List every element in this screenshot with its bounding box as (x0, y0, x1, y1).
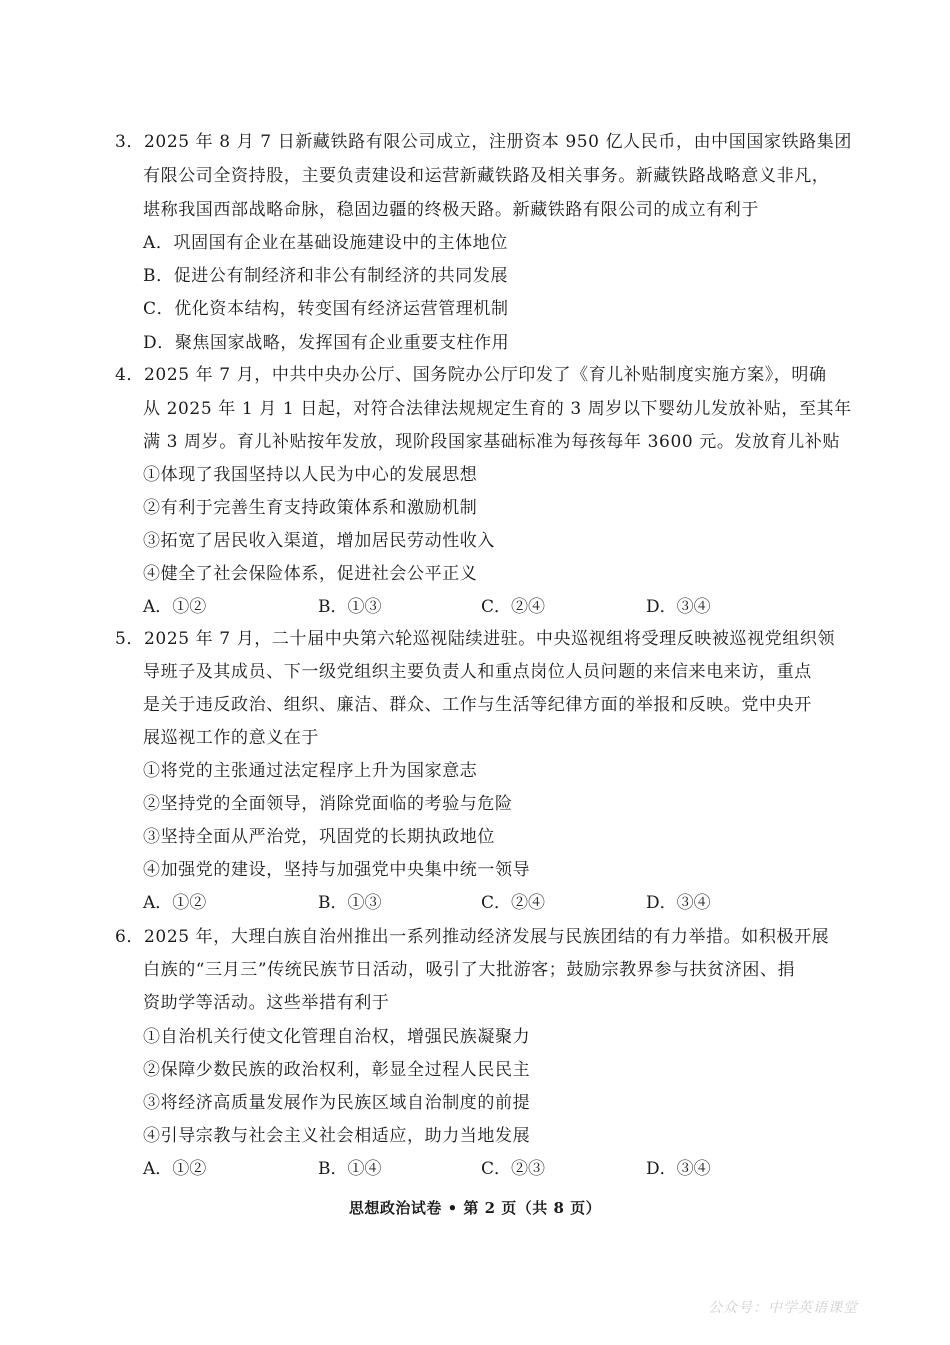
choice-a: A．①② (143, 597, 207, 617)
choice-b: B．①③ (318, 597, 382, 617)
choice-d: D．③④ (646, 1159, 711, 1179)
choice-c: C．②④ (481, 893, 546, 913)
choice-a: A．①② (143, 893, 207, 913)
question-stem-line: 6．2025 年，大理白族自治州推出一系列推动经济发展与民族团结的有力举措。如积极开展 (115, 927, 830, 947)
watermark: 公众号：中学英语课堂 (708, 1300, 858, 1316)
statement-2: ②坚持党的全面领导，消除党面临的考验与危险 (143, 794, 513, 814)
question-stem-line: 4．2025 年 7 月，中共中央办公厅、国务院办公厅印发了《育儿补贴制度实施方案》，明确 (115, 365, 827, 385)
question-stem-line: 3．2025 年 8 月 7 日新藏铁路有限公司成立，注册资本 950 亿人民币，由中国国家铁路集团 (115, 132, 852, 152)
question-stem-line: 满 3 周岁。育儿补贴按年发放，现阶段国家基础标准为每孩每年 3600 元。发放育儿补贴 (143, 432, 841, 452)
question-stem-line: 资助学等活动。这些举措有利于 (143, 993, 390, 1013)
question-stem-line: 白族的“三月三”传统民族节日活动，吸引了大批游客；鼓励宗教界参与扶贫济困、捐 (143, 960, 796, 980)
choice-d: D．③④ (646, 893, 711, 913)
statement-1: ①体现了我国坚持以人民为中心的发展思想 (143, 465, 478, 485)
option-a: A．巩固国有企业在基础设施建设中的主体地位 (143, 233, 508, 253)
page-footer: 思想政治试卷 • 第 2 页（共 8 页） (348, 1199, 602, 1217)
choice-b: B．①③ (318, 893, 382, 913)
choice-b: B．①④ (318, 1159, 382, 1179)
option-c: C．优化资本结构，转变国有经济运营管理机制 (143, 299, 509, 319)
option-b: B．促进公有制经济和非公有制经济的共同发展 (143, 266, 509, 286)
statement-3: ③将经济高质量发展作为民族区域自治制度的前提 (143, 1093, 531, 1113)
statement-3: ③坚持全面从严治党，巩固党的长期执政地位 (143, 827, 495, 847)
statement-4: ④健全了社会保险体系，促进社会公平正义 (143, 564, 478, 584)
question-stem-line: 5．2025 年 7 月，二十届中央第六轮巡视陆续进驻。中央巡视组将受理反映被巡视党组织领 (115, 629, 836, 649)
choice-d: D．③④ (646, 597, 711, 617)
choice-c: C．②③ (481, 1159, 546, 1179)
question-stem-line: 堪称我国西部战略命脉，稳固边疆的终极天路。新藏铁路有限公司的成立有利于 (143, 200, 759, 220)
statement-4: ④加强党的建设，坚持与加强党中央集中统一领导 (143, 860, 531, 880)
question-stem-line: 是关于违反政治、组织、廉洁、群众、工作与生活等纪律方面的举报和反映。党中央开 (143, 695, 812, 715)
choice-a: A．①② (143, 1159, 207, 1179)
choice-c: C．②④ (481, 597, 546, 617)
option-d: D．聚焦国家战略，发挥国有企业重要支柱作用 (143, 333, 510, 353)
statement-1: ①将党的主张通过法定程序上升为国家意志 (143, 761, 478, 781)
question-stem-line: 导班子及其成员、下一级党组织主要负责人和重点岗位人员问题的来信来电来访，重点 (143, 662, 812, 682)
question-stem-line: 从 2025 年 1 月 1 日起，对符合法律法规规定生育的 3 周岁以下婴幼儿发放补贴，至其年 (143, 399, 852, 419)
statement-2: ②保障少数民族的政治权利，彰显全过程人民民主 (143, 1060, 531, 1080)
question-stem-line: 有限公司全资持股，主要负责建设和运营新藏铁路及相关事务。新藏铁路战略意义非凡， (143, 166, 830, 186)
statement-2: ②有利于完善生育支持政策体系和激励机制 (143, 498, 478, 518)
statement-4: ④引导宗教与社会主义社会相适应，助力当地发展 (143, 1126, 531, 1146)
statement-1: ①自治机关行使文化管理自治权，增强民族凝聚力 (143, 1027, 531, 1047)
question-stem-line: 展巡视工作的意义在于 (143, 728, 319, 748)
statement-3: ③拓宽了居民收入渠道，增加居民劳动性收入 (143, 531, 495, 551)
